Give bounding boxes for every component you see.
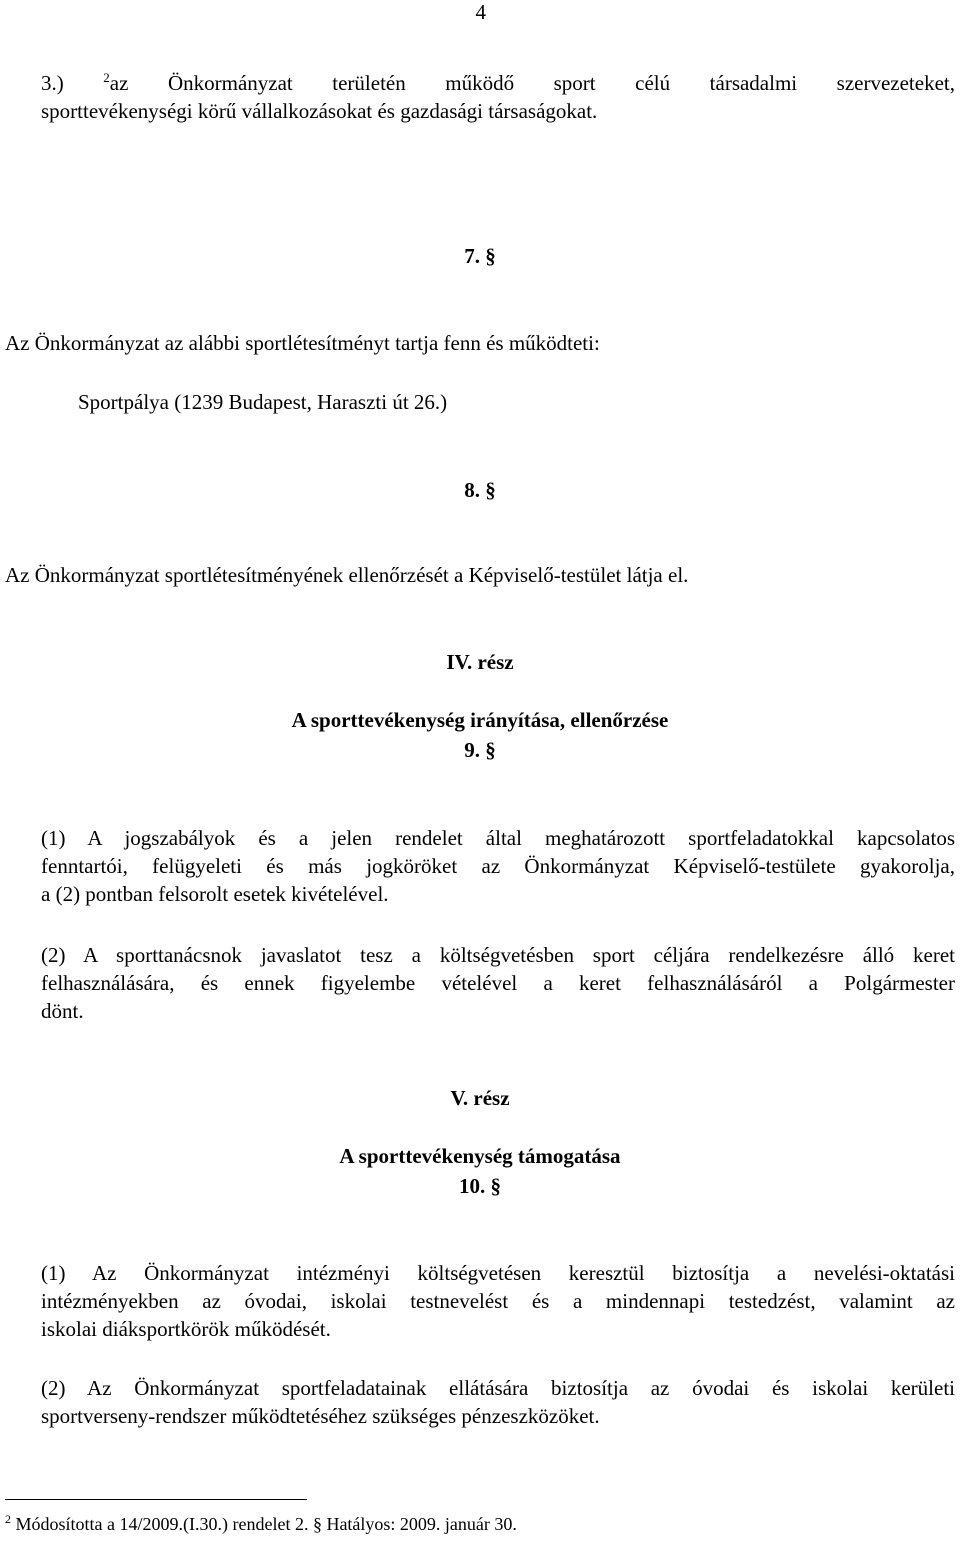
section-8-heading: 8. § (464, 478, 496, 502)
section-10-p1-line-2: intézményekben az óvodai, iskolai testnevelést és a mindennapi testedzést, valamint az (41, 1289, 955, 1313)
item-3-line-1 (41, 69, 955, 97)
section-9-p1-line-1: (1) A jogszabályok és a jelen rendelet által meghatározott sportfeladatokkal kapcsolatos (41, 826, 955, 850)
section-9-p1-line-2: fenntartói, felügyeleti és más jogköröket az Önkormányzat Képviselő-testülete gyakorolja, (41, 854, 955, 878)
part-5-label: V. rész (450, 1086, 510, 1110)
section-9-p1-line-3: a (2) pontban felsorolt esetek kivételével. (41, 882, 389, 906)
page-number: 4 (475, 0, 486, 24)
section-7-facility: Sportpálya (1239 Budapest, Haraszti út 26.) (78, 390, 448, 414)
item-3-text-1: az Önkormányzat területén működő sport célú társadalmi szervezeteket, (109, 71, 955, 95)
section-10-p1-line-3: iskolai diáksportkörök működését. (41, 1317, 331, 1341)
section-10-p2-line-2: sportverseny-rendszer működtetéséhez szükséges pénzeszközöket. (41, 1404, 600, 1428)
section-8-text: Az Önkormányzat sportlétesítményének ellenőrzését a Képviselő-testület látja el. (5, 563, 689, 587)
section-7-intro: Az Önkormányzat az alábbi sportlétesítményt tartja fenn és működteti: (5, 331, 600, 355)
section-9-p2-line-1: (2) A sporttanácsnok javaslatot tesz a költségvetésben sport céljára rendelkezésre álló keret (41, 943, 955, 967)
section-7-heading: 7. § (464, 244, 496, 268)
section-9-heading: 9. § (464, 738, 496, 762)
section-10-p1-line-1: (1) Az Önkormányzat intézményi költségvetésen keresztül biztosítja a nevelési-oktatási (41, 1261, 955, 1285)
footnote-text: Módosította a 14/2009.(I.30.) rendelet 2. § Hatályos: 2009. január 30. (15, 1514, 517, 1534)
footnote (5, 1514, 517, 1535)
section-10-p2-line-1: (2) Az Önkormányzat sportfeladatainak ellátására biztosítja az óvodai és iskolai kerületi (41, 1376, 955, 1400)
part-4-label: IV. rész (446, 650, 514, 674)
item-3-prefix: 3.) (41, 71, 64, 95)
footnote-number: 2 (5, 1512, 11, 1526)
footnote-ref: 2 (103, 70, 110, 85)
section-9-p2-line-3: dönt. (41, 999, 84, 1023)
part-4-title: A sporttevékenység irányítása, ellenőrzése (291, 708, 669, 732)
footnote-divider (5, 1499, 307, 1500)
section-10-heading: 10. § (459, 1174, 501, 1198)
section-9-p2-line-2: felhasználására, és ennek figyelembe vételével a keret felhasználásáról a Polgármester (41, 971, 955, 995)
part-5-title: A sporttevékenység támogatása (339, 1144, 621, 1168)
item-3-line-2: sporttevékenységi körű vállalkozásokat és gazdasági társaságokat. (41, 99, 598, 123)
